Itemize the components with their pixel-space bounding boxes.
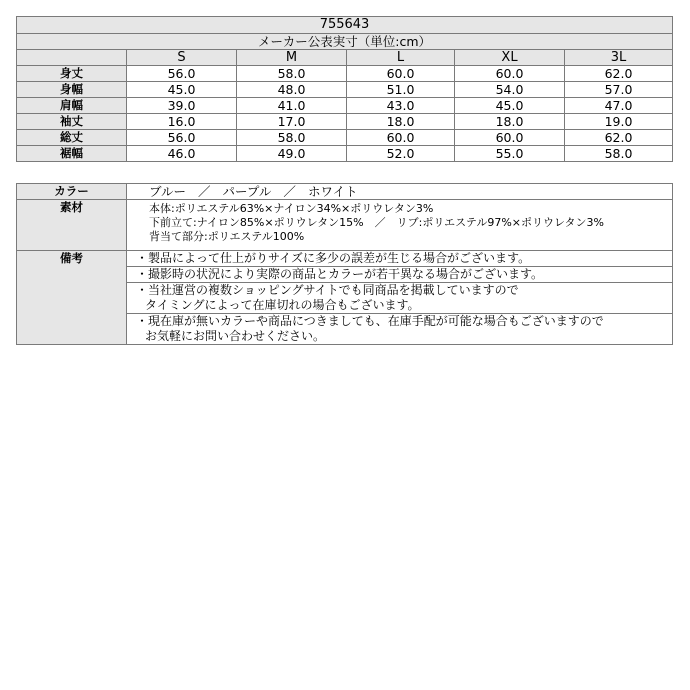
color-purple: パープル [222, 184, 272, 199]
size-row-sleeve-length [17, 114, 673, 130]
size-value: 51.0 [347, 82, 455, 98]
size-value: 48.0 [237, 82, 347, 98]
size-value: 19.0 [565, 114, 673, 130]
size-row-body-length [17, 66, 673, 82]
size-value: 47.0 [565, 98, 673, 114]
size-header-blank [17, 50, 127, 66]
size-value: 18.0 [455, 114, 565, 130]
note-item [127, 283, 673, 314]
size-value: 45.0 [127, 82, 237, 98]
size-value: 62.0 [565, 66, 673, 82]
size-table-subtitle: メーカー公表実寸（単位:cm） [17, 34, 673, 50]
size-value: 39.0 [127, 98, 237, 114]
material-row [17, 200, 673, 251]
note-text: タイミングによって在庫切れの場合もございます。 [145, 298, 420, 312]
size-value: 43.0 [347, 98, 455, 114]
spec-table [16, 183, 673, 345]
row-label: 袖丈 [17, 114, 127, 130]
size-value: 60.0 [455, 66, 565, 82]
material-line: 本体:ポリエステル63%×ナイロン34%×ポリウレタン3% [149, 202, 434, 215]
size-header-m: M [237, 50, 347, 66]
size-value: 41.0 [237, 98, 347, 114]
row-label: 総丈 [17, 130, 127, 146]
notes-label: 備考 [17, 251, 127, 345]
size-header-s: S [127, 50, 237, 66]
row-label: 肩幅 [17, 98, 127, 114]
note-text: ・当社運営の複数ショッピングサイトでも同商品を掲載していますので [136, 283, 519, 297]
row-label: 身丈 [17, 66, 127, 82]
note-row-1 [17, 251, 673, 267]
size-value: 56.0 [127, 66, 237, 82]
size-header-xl: XL [455, 50, 565, 66]
size-value: 58.0 [237, 130, 347, 146]
color-values [127, 184, 673, 200]
note-text: お気軽にお問い合わせください。 [145, 329, 326, 343]
row-label: 裾幅 [17, 146, 127, 162]
size-value: 49.0 [237, 146, 347, 162]
material-values [127, 200, 673, 251]
note-item [127, 251, 673, 267]
size-row-shoulder-width [17, 98, 673, 114]
size-value: 56.0 [127, 130, 237, 146]
size-value: 17.0 [237, 114, 347, 130]
note-text: ・製品によって仕上がりサイズに多少の誤差が生じる場合がございます。 [136, 251, 531, 265]
color-label: カラー [17, 184, 127, 200]
material-label: 素材 [17, 200, 127, 251]
note-item [127, 267, 673, 283]
size-header-3l: 3L [565, 50, 673, 66]
note-item [127, 314, 673, 345]
size-value: 60.0 [455, 130, 565, 146]
size-value: 58.0 [565, 146, 673, 162]
row-label: 身幅 [17, 82, 127, 98]
note-text: ・撮影時の状況により実際の商品とカラーが若干異なる場合がございます。 [136, 267, 544, 281]
material-line: 下前立て:ナイロン85%×ポリウレタン15% ／ リブ:ポリエステル97%×ポリウレタン3% [149, 216, 605, 229]
product-code: 755643 [17, 17, 673, 34]
size-value: 46.0 [127, 146, 237, 162]
size-value: 60.0 [347, 130, 455, 146]
size-header-l: L [347, 50, 455, 66]
size-row-body-width [17, 82, 673, 98]
size-value: 62.0 [565, 130, 673, 146]
size-value: 57.0 [565, 82, 673, 98]
size-value: 55.0 [455, 146, 565, 162]
size-value: 52.0 [347, 146, 455, 162]
color-row [17, 184, 673, 200]
size-value: 58.0 [237, 66, 347, 82]
color-white: ホワイト [307, 184, 358, 199]
note-text: ・現在庫が無いカラーや商品につきましても、在庫手配が可能な場合もございますので [136, 314, 604, 328]
size-table [16, 16, 673, 162]
size-value: 18.0 [347, 114, 455, 130]
color-blue: ブルー [149, 184, 187, 199]
size-row-total-length [17, 130, 673, 146]
color-separator: ／ [283, 184, 296, 199]
size-value: 60.0 [347, 66, 455, 82]
size-value: 45.0 [455, 98, 565, 114]
size-value: 54.0 [455, 82, 565, 98]
size-value: 16.0 [127, 114, 237, 130]
size-header-row [17, 50, 673, 66]
size-row-hem-width [17, 146, 673, 162]
color-separator: ／ [198, 184, 211, 199]
material-line: 背当て部分:ポリエステル100% [149, 230, 305, 243]
